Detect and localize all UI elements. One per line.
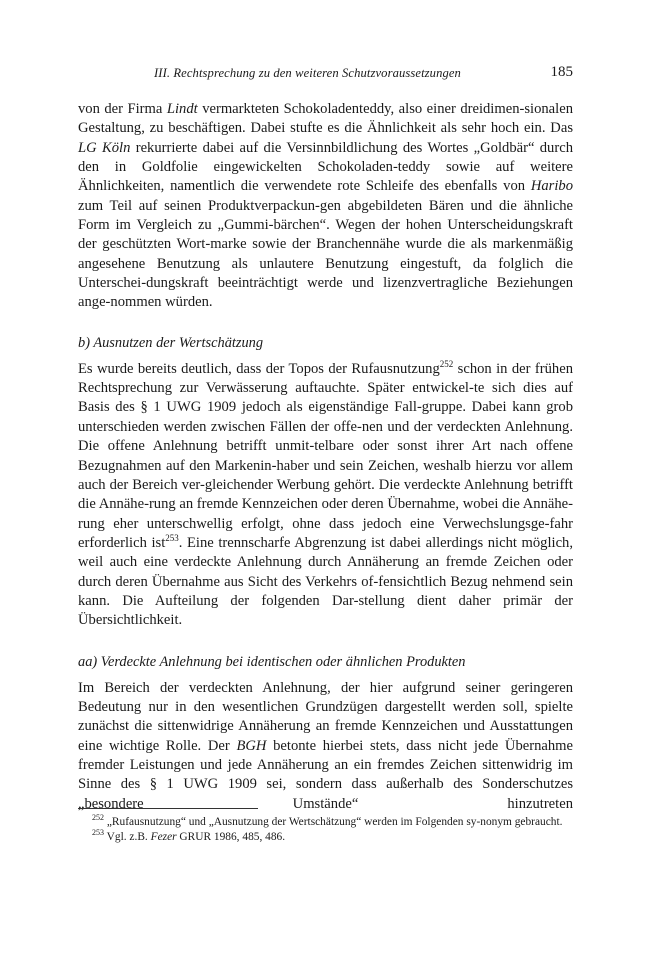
footnote-text: „Rufausnutzung“ und „Ausnutzung der Wertschätzung“ werden im Folgenden sy-nonym gebraucht. xyxy=(104,816,563,828)
text-run: von der Firma xyxy=(78,101,167,117)
footnote-253 xyxy=(78,830,573,845)
text-run: Im Bereich der verdeckten Anlehnung, der hier aufgrund seiner geringeren Bedeutung nur in den wesentlichen Grundzügen dargestellt werden soll, spielte zunächst die sittenwidrige Annäherung an fremde Kennzeichen und Ausstattungen eine wichtige Rolle. Der xyxy=(78,679,573,754)
running-header-title: III. Rechtsprechung zu den weiteren Schutzvoraussetzungen xyxy=(154,66,461,80)
footnote-number: 253 xyxy=(92,828,104,837)
section-heading-aa: aa) Verdeckte Anlehnung bei identischen oder ähnlichen Produkten xyxy=(78,653,466,670)
footnote-number: 252 xyxy=(92,813,104,822)
footnote-ref-252[interactable]: 252 xyxy=(439,358,454,369)
paragraph-goldbaer xyxy=(78,100,573,313)
page-number: 185 xyxy=(550,64,573,80)
text-run: zum Teil auf seinen Produktverpackun-gen abgebildeten Bären und die ähnliche Form im Vergleich zu „Gummi-bärchen“. Wegen der hohen Unterscheidungskraft der geschützten Wort-marke sowie der Branchennähe wurde die als markenmäßig angesehene Benutzung als unlautere Benutzung eingestuft, da folglich die Unterschei-dungskraft beeinträchtigt werde und lizenzvertragliche Beziehungen ange-nommen würden. xyxy=(78,197,573,311)
text-run-italic: LG Köln xyxy=(78,139,131,156)
paragraph-rufausnutzung xyxy=(78,360,573,631)
text-run: schon in der frühen Rechtsprechung zur Verwässerung auftauchte. Später entwickel-te sich dies auf Basis des § 1 UWG 1909 jedoch als eigenständige Fall-gruppe. Dabei kann grob unterschieden werden zwischen Fällen der offe-nen und der verdeckten Anlehnung. Die offene Anlehnung betrifft unmit-telbare oder sonst ihrer Art nach offene Bezugnahmen auf den Markenin-haber und sein Zeichen, weshalb hierzu vor allem auch der Bereich ver-gleichender Werbung gehört. Die verdeckte Anlehnung betrifft die Annähe-rung an fremde Kennzeichen oder deren Übernahme, wobei die Annähe-rung eher unterschwellig erfolgt, ohne dass jedoch eine Verwechslungsge-fahr erforderlich ist xyxy=(78,360,573,551)
main-text xyxy=(78,100,573,814)
footnote-author: Fezer xyxy=(150,831,177,843)
text-run: Es wurde bereits deutlich, dass der Topos der Rufausnutzung xyxy=(78,360,440,377)
text-run-italic: BGH xyxy=(236,737,267,754)
footnote-text: GRUR 1986, 485, 486. xyxy=(176,831,286,843)
footnote-252 xyxy=(78,815,573,830)
text-run-italic: Lindt xyxy=(166,101,198,117)
text-run: rekurrierte dabei auf die Versinnbildlichung des Wortes „Goldbär“ durch den in Goldfolie eingewickelten Schokoladen-teddy sowie auf weitere Ähnlichkeiten, namentlich die verwendete rote Schleife des ebenfalls von xyxy=(78,139,573,195)
footnotes xyxy=(78,808,573,845)
text-run: betonte hierbei stets, dass nicht jede Übernahme fremder Leistungen und jede Annäherung an ein fremdes Zeichen sittenwidrig im Sinne des § 1 UWG 1909 sei, sondern dass außerhalb des Sonderschutzes „besondere Umstände“ hinzutreten xyxy=(78,737,573,812)
text-run: vermarkteten Schokoladenteddy, also einer dreidimen-sionalen Gestaltung, zu beschäftigen. Dabei stufte es die Ähnlichkeit als sehr hoch ein. Das xyxy=(78,101,573,137)
text-run-italic: Haribo xyxy=(530,178,573,195)
footnote-ref-253[interactable]: 253 xyxy=(165,532,179,543)
footnote-text: Vgl. z.B. xyxy=(104,831,151,843)
running-header xyxy=(78,66,573,84)
footnote-divider xyxy=(78,808,258,809)
section-heading-b: b) Ausnutzen der Wertschätzung xyxy=(78,334,264,351)
text-run: . Eine trennscharfe Abgrenzung ist dabei allerdings nicht möglich, weil auch eine verdeckte Anlehnung durch Annäherung an fremde Zeichen oder durch deren Übernahme aus Sicht des Verkehrs of-fensichtlich Bezug nehmend sein kann. Die Aufteilung der folgenden Dar-stellung dient daher primär der Übersichtlichkeit. xyxy=(78,534,573,629)
paragraph-verdeckte-anlehnung xyxy=(78,679,573,814)
